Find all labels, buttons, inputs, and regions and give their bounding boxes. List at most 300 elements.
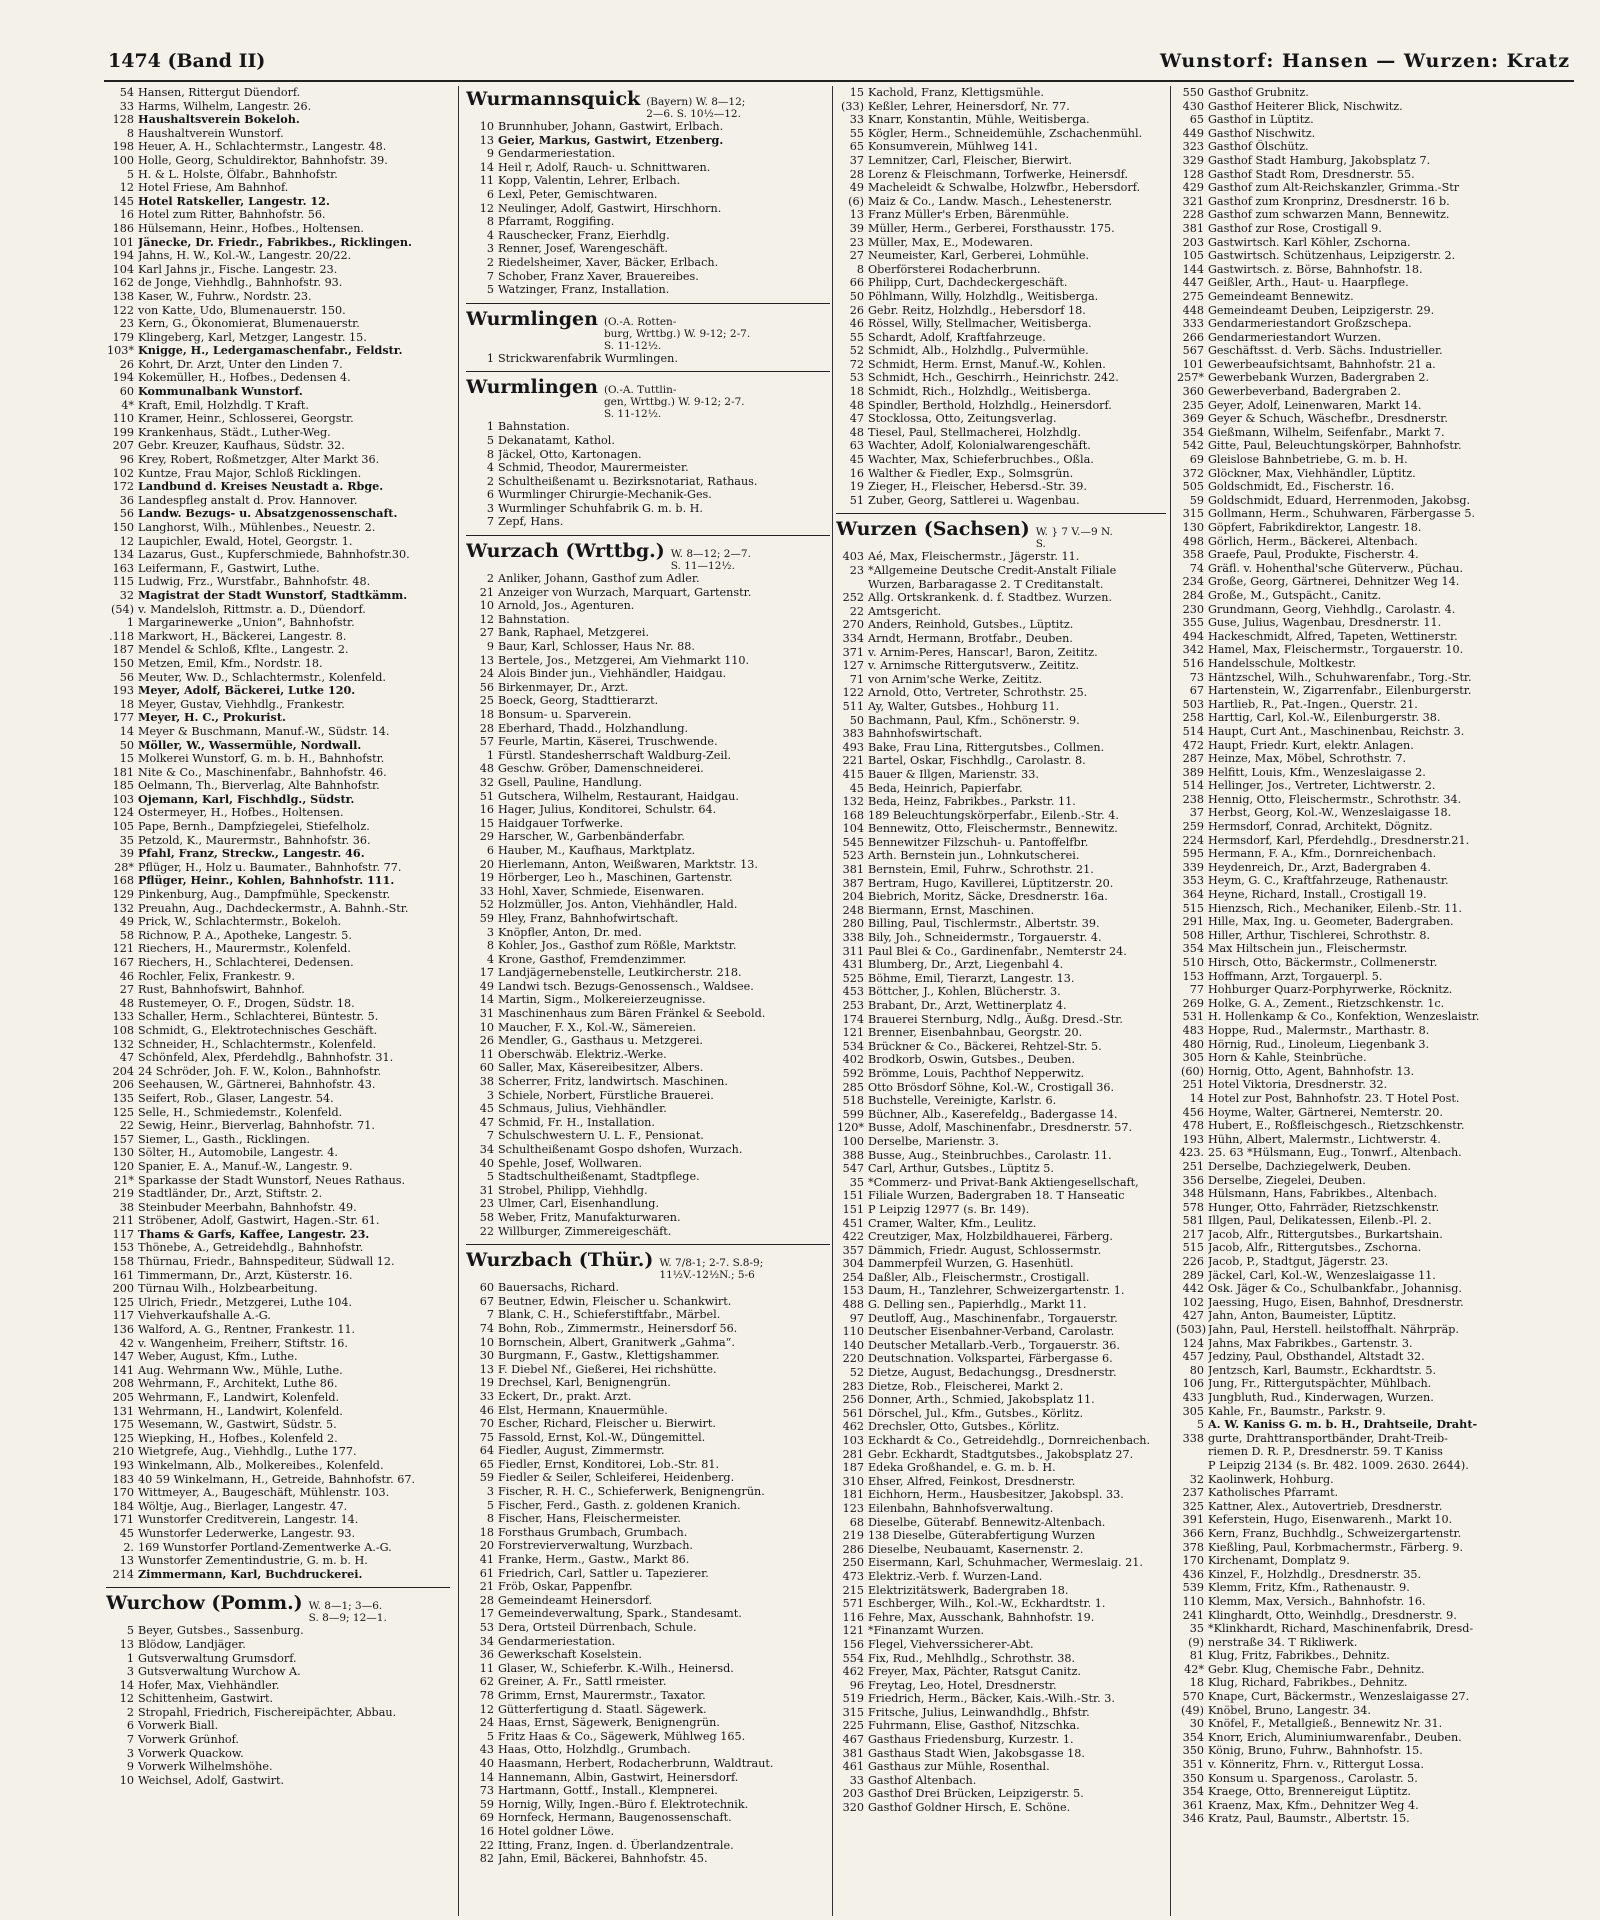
listing-row	[106, 1405, 450, 1419]
phone-number: 235	[1182, 398, 1204, 412]
listing-row	[836, 1189, 1166, 1203]
subscriber-entry: Friedrich, Carl, Sattler u. Tapezierer.	[498, 1566, 709, 1580]
phone-number: 67	[1189, 684, 1204, 698]
listing-row	[466, 830, 830, 844]
listing-row	[1176, 915, 1572, 929]
phone-number: 519	[842, 1692, 864, 1706]
subscriber-entry: Gastwirtsch. Karl Köhler, Zschorna.	[1208, 235, 1411, 249]
listing-row	[1176, 1174, 1572, 1188]
phone-number: 20	[479, 1539, 494, 1553]
subscriber-entry: Schiele, Norbert, Fürstliche Brauerei.	[498, 1088, 714, 1102]
phone-number: 6	[126, 1719, 134, 1733]
subscriber-entry: Gleislose Bahnbetriebe, G. m. b. H.	[1208, 453, 1408, 467]
subscriber-entry: Fröb, Oskar, Pappenfbr.	[498, 1580, 633, 1594]
phone-number: 22	[119, 1119, 134, 1133]
listing-row	[106, 1038, 450, 1052]
phone-number: 224	[1182, 833, 1204, 847]
listing-row	[1176, 86, 1572, 100]
phone-number: 42	[119, 1336, 134, 1350]
phone-number: 461	[842, 1760, 864, 1774]
listing-row	[466, 1458, 830, 1472]
listing-row	[1176, 1255, 1572, 1269]
phone-number: 498	[1182, 534, 1204, 548]
subscriber-entry: Markwort, H., Bäckerei, Langestr. 8.	[138, 629, 347, 643]
subscriber-entry: 189 Beleuchtungskörperfabr., Eilenb.-Str. 4.	[868, 808, 1119, 822]
phone-number: 128	[112, 113, 134, 127]
phone-number: (54)	[111, 602, 134, 616]
phone-number: 442	[1182, 1282, 1204, 1296]
listing-row	[836, 1407, 1166, 1421]
phone-number: 256	[842, 1393, 864, 1407]
listing-row	[836, 1461, 1166, 1475]
subscriber-entry: Gollmann, Herm., Schuhwaren, Färbergasse 5.	[1208, 507, 1476, 521]
subscriber-entry: Lemnitzer, Carl, Fleischer, Bierwirt.	[868, 153, 1072, 167]
subscriber-entry: v. Wangenheim, Freiherr, Stiftstr. 16.	[138, 1336, 348, 1350]
listing-row	[1176, 385, 1572, 399]
listing-row	[106, 1500, 450, 1514]
listing-row	[1176, 1649, 1572, 1663]
phone-number: 357	[842, 1243, 864, 1257]
phone-number: 5	[486, 1729, 494, 1743]
phone-number: 121	[842, 1624, 864, 1638]
listing-row	[836, 480, 1166, 494]
subscriber-entry: Krey, Robert, Roßmetzger, Alter Markt 36.	[138, 453, 380, 467]
phone-number: 136	[112, 1323, 134, 1337]
listing-row	[836, 1488, 1166, 1502]
subscriber-entry: Eschberger, Wilh., Kol.-W., Eckhardtstr. 1.	[868, 1597, 1106, 1611]
subscriber-entry: Hartmann, Gottf., Install., Klempnerei.	[498, 1784, 718, 1798]
subscriber-entry: Holke, G. A., Zement., Rietzschkenstr. 1c.	[1208, 996, 1445, 1010]
phone-number: 103	[112, 792, 134, 806]
listing-row	[1176, 671, 1572, 685]
phone-number: 7	[486, 515, 494, 529]
listing-row	[836, 591, 1166, 605]
listing-row	[1176, 412, 1572, 426]
listing-row	[106, 1652, 450, 1666]
subscriber-entry: Brabant, Dr., Arzt, Wettinerplatz 4.	[868, 999, 1067, 1012]
phone-number: 518	[842, 1094, 864, 1108]
phone-number: 17	[479, 1607, 494, 1621]
phone-number: 9	[486, 640, 494, 654]
phone-number: 251	[1182, 1078, 1204, 1092]
listing-row	[1176, 1364, 1572, 1378]
listing-row	[466, 844, 830, 858]
phone-number: 250	[842, 1556, 864, 1570]
subscriber-entry: Hohburger Quarz-Porphyrwerke, Röcknitz.	[1208, 983, 1453, 997]
phone-number: 110	[1182, 1594, 1204, 1608]
phone-number: 315	[842, 1705, 864, 1719]
listing-row	[1176, 1717, 1572, 1731]
phone-number: 34	[479, 1634, 494, 1648]
phone-number: 120*	[837, 1121, 864, 1135]
phone-number: 33	[849, 1773, 864, 1787]
phone-number: 33	[849, 113, 864, 127]
phone-number: 387	[842, 876, 864, 890]
subscriber-entry: Kraenz, Max, Kfm., Dehnitzer Weg 4.	[1208, 1798, 1419, 1812]
phone-number: 8	[486, 939, 494, 953]
subscriber-entry: Kattner, Alex., Autovertrieb, Dresdnerstr.	[1208, 1499, 1443, 1513]
listing-row	[106, 236, 450, 250]
subscriber-entry: Gasthof Altenbach.	[868, 1773, 977, 1787]
phone-number: 49	[849, 181, 864, 195]
listing-row	[466, 1757, 830, 1771]
subscriber-entry: Anzeiger von Wurzach, Marquart, Gartenstr.	[498, 585, 752, 599]
phone-number: 467	[842, 1733, 864, 1747]
listing-row	[836, 1692, 1166, 1706]
subscriber-entry: nerstraße 34. T Rikliwerk.	[1208, 1635, 1358, 1649]
listing-row	[836, 1135, 1166, 1149]
subscriber-entry: Kohler, Jos., Gasthof zum Rößle, Marktstr.	[498, 939, 737, 953]
listing-row	[1176, 1309, 1572, 1323]
subscriber-entry: v. Mandelsloh, Rittmstr. a. D., Düendorf.	[138, 602, 366, 616]
listing-row	[836, 385, 1166, 399]
subscriber-entry: Eisermann, Karl, Schuhmacher, Wermeslaig. 21.	[868, 1556, 1143, 1570]
phone-number: 71	[849, 672, 864, 686]
listing-row	[106, 575, 450, 589]
phone-number: 59	[1189, 493, 1204, 507]
phone-number: 10	[479, 599, 494, 613]
listing-row	[106, 1679, 450, 1693]
subscriber-entry: Arnold, Otto, Vertreter, Schrothstr. 25.	[868, 686, 1088, 700]
phone-number: 55	[849, 330, 864, 344]
phone-number: 371	[842, 645, 864, 659]
listing-row	[106, 861, 450, 875]
listing-row	[1176, 929, 1572, 943]
listing-row	[836, 849, 1166, 863]
subscriber-entry: Meyer, H. C., Prokurist.	[138, 711, 286, 725]
subscriber-entry: Vorwerk Quackow.	[138, 1746, 244, 1760]
phone-number: 101	[112, 235, 134, 249]
phone-number: 581	[1182, 1214, 1204, 1228]
phone-number: 13	[479, 1362, 494, 1376]
listing-row	[836, 605, 1166, 619]
listing-row	[1176, 1038, 1572, 1052]
listing-row	[106, 344, 450, 358]
listing-row	[836, 1747, 1166, 1761]
listing-row	[1176, 276, 1572, 290]
phone-number: 570	[1182, 1690, 1204, 1704]
subscriber-entry: Zepf, Hans.	[498, 515, 564, 529]
listing-row	[836, 453, 1166, 467]
subscriber-entry: Maiz & Co., Landw. Masch., Lehestenerstr.	[868, 194, 1113, 208]
listing-row	[1176, 1106, 1572, 1120]
subscriber-entry: Macheleidt & Schwalbe, Holzwfbr., Hebersdorf.	[868, 181, 1140, 195]
listing-row	[1176, 1541, 1572, 1555]
subscriber-entry: Geyer, Adolf, Leinenwaren, Markt 14.	[1208, 398, 1422, 412]
listing-row	[1176, 507, 1572, 521]
phone-number: 8	[486, 1512, 494, 1526]
subscriber-entry: Gendarmeriestation.	[498, 147, 616, 161]
subscriber-entry: Schardt, Adolf, Kraftfahrzeuge.	[868, 330, 1046, 344]
phone-number: 592	[842, 1066, 864, 1080]
subscriber-entry: Blank, C. H., Schieferstiftfabr., Märbel.	[498, 1308, 721, 1322]
listing-row	[836, 1584, 1166, 1598]
phone-number: 403	[842, 550, 864, 564]
office-hours: W. 8—12; 2—7. S. 11—12½.	[670, 548, 751, 573]
subscriber-entry: Bernstein, Emil, Fuhrw., Schrothstr. 21.	[868, 863, 1094, 877]
phone-number: 117	[112, 1227, 134, 1241]
listing-row	[1176, 1377, 1572, 1391]
listing-row	[1176, 589, 1572, 603]
subscriber-entry: Saller, Max, Käsereibesitzer, Albers.	[498, 1061, 704, 1075]
phone-number: 366	[1182, 1526, 1204, 1540]
subscriber-entry: Hartenstein, W., Zigarrenfabr., Eilenburgerstr.	[1208, 684, 1472, 698]
listing-row	[836, 1774, 1166, 1788]
listing-row	[836, 877, 1166, 891]
phone-number: 184	[112, 1499, 134, 1513]
subscriber-entry: Schmidt, Hch., Geschirrh., Heinrichstr. 242.	[868, 371, 1119, 385]
phone-number: 135	[112, 1091, 134, 1105]
phone-number: 415	[842, 767, 864, 781]
subscriber-entry: Walford, A. G., Rentner, Frankestr. 11.	[138, 1323, 356, 1337]
phone-number: 32	[119, 588, 134, 602]
phone-number: 16	[119, 208, 134, 222]
listing-row	[1176, 1405, 1572, 1419]
listing-row	[1176, 847, 1572, 861]
listing-row	[1176, 698, 1572, 712]
listing-row	[836, 564, 1166, 578]
phone-number: 150	[112, 656, 134, 670]
phone-number: 120	[112, 1159, 134, 1173]
phone-number: 34	[479, 1143, 494, 1156]
subscriber-entry: Schober, Franz Xaver, Brauereibes.	[498, 269, 699, 283]
subscriber-entry: Buchstelle, Vereinigte, Karlstr. 6.	[868, 1094, 1057, 1108]
subscriber-entry: Gastwirtsch. z. Börse, Bahnhofstr. 18.	[1208, 262, 1423, 276]
subscriber-entry: Derselbe, Dachziegelwerk, Deuben.	[1208, 1159, 1412, 1173]
subscriber-entry: Creutziger, Max, Holzbildhauerei, Färberg.	[868, 1230, 1113, 1244]
listing-row	[106, 902, 450, 916]
subscriber-entry: Derselbe, Marienstr. 3.	[868, 1134, 999, 1148]
phone-number: 388	[842, 1148, 864, 1162]
listing-row	[1176, 263, 1572, 277]
phone-number: 525	[842, 971, 864, 985]
listing-row	[836, 236, 1166, 250]
listing-row	[836, 1556, 1166, 1570]
phone-number: 70	[479, 1417, 494, 1431]
subscriber-entry: Thönebe, A., Getreidehdlg., Bahnhofstr.	[138, 1241, 364, 1255]
phone-number: 105	[1182, 249, 1204, 263]
phone-number: 101	[1182, 357, 1204, 371]
subscriber-entry: Weber, Fritz, Manufakturwaren.	[498, 1210, 681, 1224]
subscriber-entry: Rustemeyer, O. F., Drogen, Südstr. 18.	[138, 996, 355, 1010]
subscriber-entry: Kopp, Valentin, Lehrer, Erlbach.	[498, 174, 681, 188]
subscriber-entry: Krankenhaus, Städt., Luther-Weg.	[138, 425, 331, 439]
phone-number: 225	[842, 1719, 864, 1733]
subscriber-entry: Bornschein, Albert, Granitwerk „Gahma“.	[498, 1335, 735, 1349]
listing-row	[106, 290, 450, 304]
phone-number: 211	[112, 1214, 134, 1228]
listing-row	[836, 181, 1166, 195]
phone-number: 66	[849, 276, 864, 290]
phone-number: 127	[842, 659, 864, 673]
listing-row	[106, 1269, 450, 1283]
subscriber-entry: Gemeindeamt Bennewitz.	[1208, 289, 1354, 303]
subscriber-entry: Sewig, Heinr., Bierverlag, Bahnhofstr. 71.	[138, 1119, 375, 1133]
listing-row	[836, 632, 1166, 646]
phone-number: 56	[119, 507, 134, 521]
listing-row	[106, 970, 450, 984]
phone-number: 310	[842, 1474, 864, 1488]
subscriber-entry: Gendarmeriestandort Wurzen.	[1208, 330, 1382, 344]
listing-row	[466, 1621, 830, 1635]
phone-number: 219	[842, 1529, 864, 1543]
listing-row	[106, 140, 450, 154]
subscriber-entry: Mendler, G., Gasthaus u. Metzgerei.	[498, 1034, 703, 1048]
phone-number: 123	[842, 1501, 864, 1515]
subscriber-entry: Handelsschule, Moltkestr.	[1208, 656, 1357, 670]
phone-number: 67	[479, 1294, 494, 1308]
phone-number: 338	[1182, 1431, 1204, 1445]
column-rule	[458, 86, 459, 1916]
phone-number: 456	[1182, 1105, 1204, 1119]
subscriber-entry: Jahn, Emil, Bäckerei, Bahnhofstr. 45.	[498, 1852, 708, 1866]
subscriber-entry: Elektriz.-Verb. f. Wurzen-Land.	[868, 1569, 1043, 1583]
subscriber-entry: de Jonge, Viehhdlg., Bahnhofstr. 93.	[138, 276, 343, 290]
listing-row	[466, 953, 830, 967]
phone-number: 3	[486, 1485, 494, 1499]
subscriber-entry: Bohn, Rob., Zimmermstr., Heinersdorf 56.	[498, 1321, 738, 1335]
listing-row	[836, 439, 1166, 453]
subscriber-entry: Stropahl, Friedrich, Fischereipächter, Abbau.	[138, 1705, 397, 1719]
subscriber-entry: Meuter, Ww. D., Schlachtermstr., Kolenfeld.	[138, 670, 386, 684]
listing-row	[466, 586, 830, 600]
phone-number: 447	[1182, 276, 1204, 290]
subscriber-entry: Gitte, Paul, Beleuchtungskörper, Bahnhofstr.	[1208, 439, 1462, 453]
listing-row	[106, 562, 450, 576]
phone-number: 19	[479, 1376, 494, 1390]
phone-number: 78	[479, 1688, 494, 1702]
subscriber-entry: Heym, G. C., Kraftfahrzeuge, Rathenaustr.	[1208, 874, 1449, 888]
subscriber-entry: Sölter, H., Automobile, Langestr. 4.	[138, 1146, 338, 1160]
subscriber-entry: Kirchenamt, Domplatz 9.	[1208, 1554, 1350, 1568]
phone-number: 168	[112, 874, 134, 888]
phone-number: 354	[1182, 942, 1204, 956]
listing-row	[1176, 1663, 1572, 1677]
subscriber-entry: Knorr, Erich, Aluminiumwarenfabr., Deuben.	[1208, 1730, 1462, 1744]
subscriber-entry: Billing, Paul, Tischlermstr., Albertstr. 39.	[868, 917, 1100, 931]
listing-row	[466, 1485, 830, 1499]
phone-number: 170	[112, 1486, 134, 1500]
subscriber-entry: Haupt, Friedr. Kurt, elektr. Anlagen.	[1208, 738, 1414, 752]
listing-row	[1176, 1051, 1572, 1065]
listing-row	[836, 673, 1166, 687]
subscriber-entry: Fiedler, August, Zimmermstr.	[498, 1444, 665, 1458]
phone-number: 132	[112, 1037, 134, 1051]
subscriber-entry: Daum, H., Tanzlehrer, Schweizergartenstr. 1.	[868, 1284, 1125, 1298]
subscriber-entry: Busse, Aug., Steinbruchbes., Carolastr. 11.	[868, 1148, 1112, 1162]
subscriber-entry: Forsthaus Grumbach, Grumbach.	[498, 1525, 688, 1539]
phone-number: 61	[479, 1566, 494, 1580]
phone-number: 81	[1189, 1649, 1204, 1663]
phone-number: 483	[1182, 1023, 1204, 1037]
listing-row	[1176, 902, 1572, 916]
phone-number: 389	[1182, 765, 1204, 779]
listing-row	[1176, 1201, 1572, 1215]
listing-row	[1176, 1133, 1572, 1147]
subscriber-entry: Eckhardt & Co., Getreidehdlg., Dornreichenbach.	[868, 1434, 1151, 1447]
phone-number: 353	[1182, 874, 1204, 888]
listing-row	[106, 1119, 450, 1133]
subscriber-entry: Gasthaus Stadt Wien, Jakobsgasse 18.	[868, 1746, 1085, 1760]
phone-number: 12	[479, 201, 494, 215]
phone-number: 554	[842, 1651, 864, 1665]
phone-number: 329	[1182, 153, 1204, 167]
subscriber-entry: Gebr. Eckhardt, Stadtgutsbes., Jakobsplatz 27.	[868, 1447, 1134, 1461]
subscriber-entry: Bahnhofswirtschaft.	[868, 727, 983, 741]
phone-number: 172	[112, 480, 134, 494]
listing-row	[836, 1543, 1166, 1557]
subscriber-entry: Kahle, Fr., Baumstr., Parkstr. 9.	[1208, 1404, 1386, 1418]
phone-number: 145	[112, 194, 134, 208]
listing-row	[836, 154, 1166, 168]
listing-row	[466, 1771, 830, 1785]
phone-number: 21*	[114, 1173, 134, 1187]
subscriber-entry: Geyer & Schuch, Wäschefbr., Dresdnerstr.	[1208, 412, 1448, 426]
listing-row	[1176, 1228, 1572, 1242]
subscriber-entry: 40 59 Winkelmann, H., Getreide, Bahnhofstr. 67.	[138, 1472, 416, 1486]
listing-row	[1176, 861, 1572, 875]
phone-number: 1	[486, 351, 494, 365]
phone-number: 74	[1189, 561, 1204, 575]
listing-row	[106, 453, 450, 467]
listing-row	[466, 667, 830, 681]
listing-row	[836, 1393, 1166, 1407]
subscriber-entry: Gewerbeverband, Badergraben 2.	[1208, 385, 1401, 399]
listing-row	[1176, 752, 1572, 766]
phone-number: 10	[479, 1335, 494, 1349]
phone-number: 14	[1189, 1091, 1204, 1105]
phone-number: 46	[479, 1403, 494, 1417]
listing-row	[106, 535, 450, 549]
subscriber-entry: Beyer, Gutsbes., Sassenburg.	[138, 1624, 304, 1638]
phone-number: 38	[119, 1200, 134, 1214]
listing-row	[466, 1363, 830, 1377]
phone-number: 179	[112, 330, 134, 344]
phone-number: 22	[479, 1224, 494, 1238]
phone-number: 252	[842, 591, 864, 605]
phone-number: 19	[479, 871, 494, 885]
listing-row	[466, 188, 830, 202]
subscriber-entry: Deutschnation. Volkspartei, Färbergasse 6.	[868, 1352, 1113, 1366]
subscriber-entry: Große, M., Gutspächt., Canitz.	[1208, 588, 1382, 602]
listing-row	[1176, 1241, 1572, 1255]
phone-number: 494	[1182, 629, 1204, 643]
phone-number: 9	[126, 1760, 134, 1774]
listing-row	[836, 222, 1166, 236]
listing-row	[466, 1211, 830, 1225]
subscriber-entry: Pfarramt, Roggifing.	[498, 215, 615, 229]
phone-number: 33	[119, 99, 134, 113]
listing-row	[466, 654, 830, 668]
phone-number: 571	[842, 1597, 864, 1611]
subscriber-entry: Ströbener, Adolf, Gastwirt, Hagen.-Str. 61.	[138, 1214, 380, 1228]
phone-number: 39	[119, 847, 134, 861]
listing-row	[836, 863, 1166, 877]
listing-row	[106, 1296, 450, 1310]
listing-row	[1176, 371, 1572, 385]
subscriber-entry: Fassold, Ernst, Kol.-W., Düngemittel.	[498, 1430, 706, 1444]
phone-number: 39	[849, 221, 864, 235]
listing-row	[836, 958, 1166, 972]
listing-row	[836, 741, 1166, 755]
subscriber-entry: Drechsler, Otto, Gutsbes., Körlitz.	[868, 1420, 1060, 1434]
listing-row	[466, 1811, 830, 1825]
phone-number: 26	[479, 1034, 494, 1048]
listing-row	[466, 1539, 830, 1553]
phone-number: 5	[126, 167, 134, 181]
listing-row	[466, 694, 830, 708]
listing-row	[1176, 1581, 1572, 1595]
